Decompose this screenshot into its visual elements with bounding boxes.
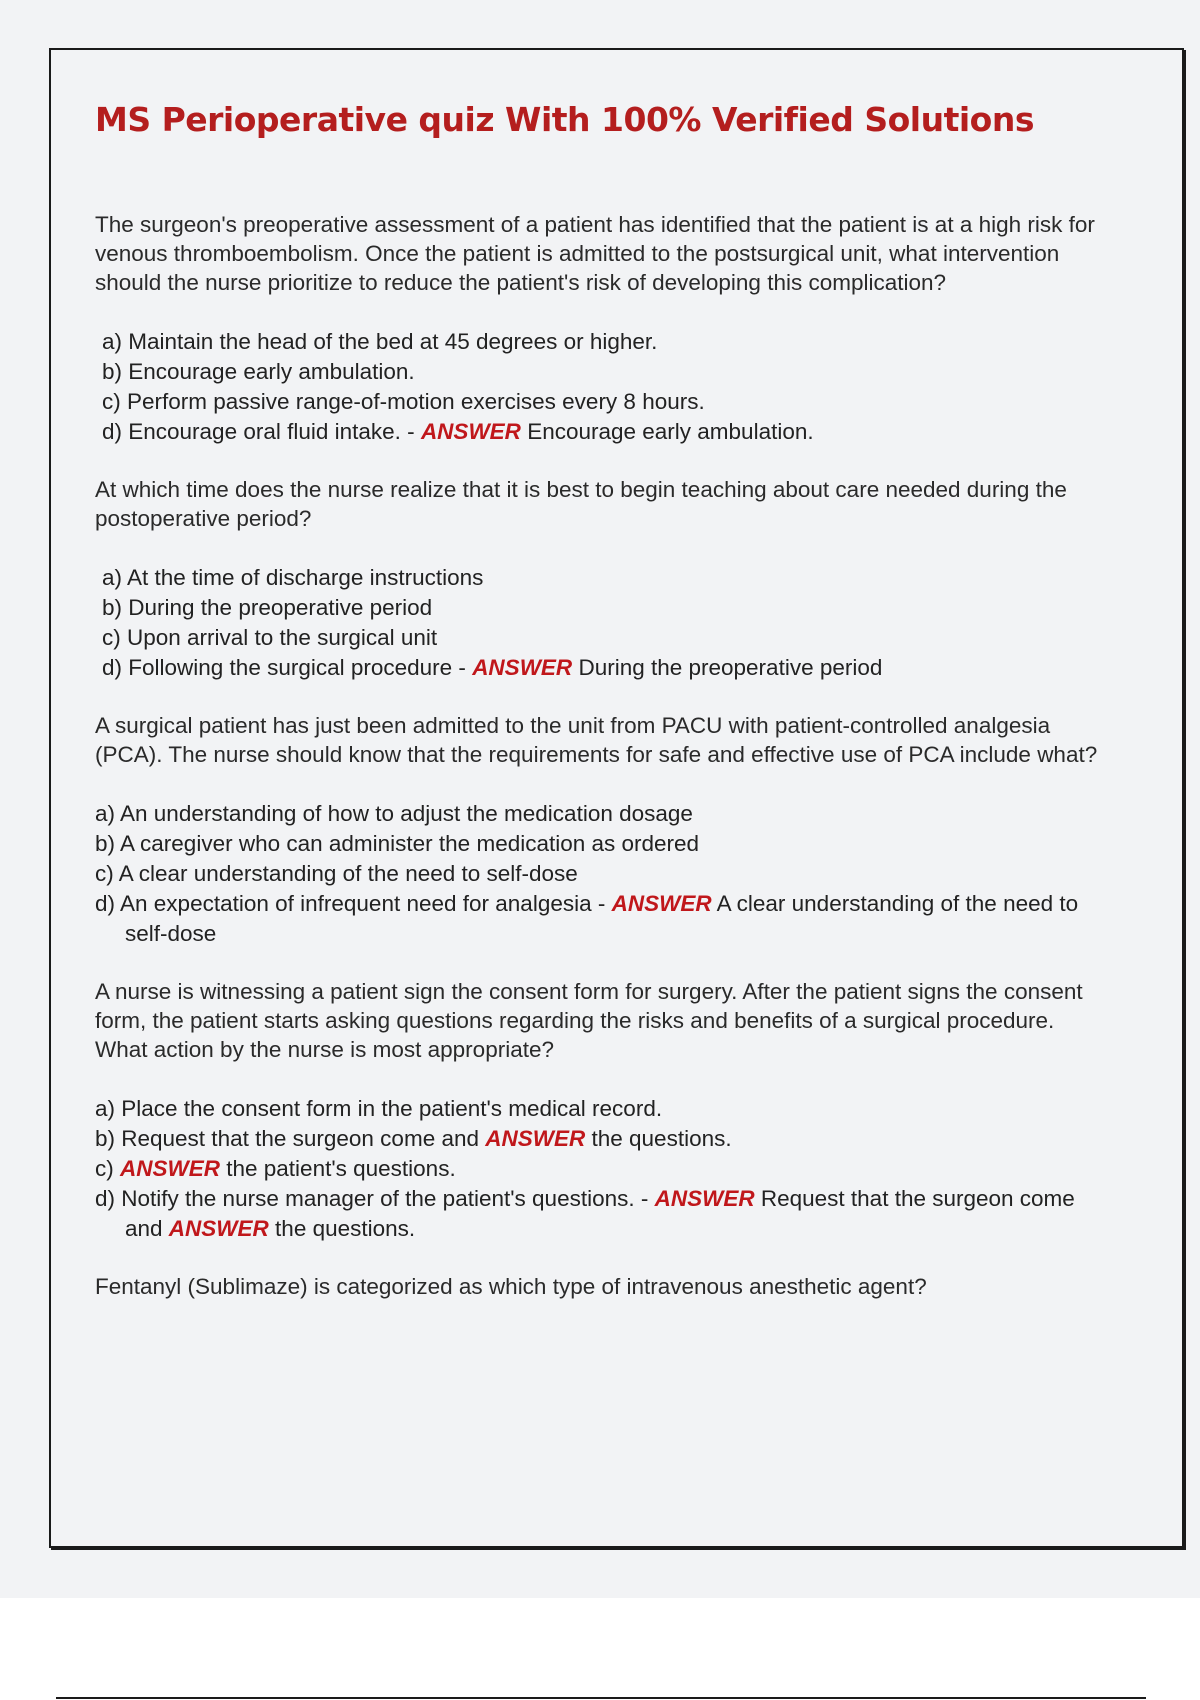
question-4-options xyxy=(95,1094,1105,1244)
option-c: c) Upon arrival to the surgical unit xyxy=(102,625,438,650)
option-b-text: b) Request that the surgeon come and xyxy=(95,1126,486,1151)
option-b: b) Encourage early ambulation. xyxy=(102,359,415,384)
question-5-text: Fentanyl (Sublimaze) is categorized as which type of intravenous anesthetic agent? xyxy=(95,1274,927,1299)
answer-keyword: ANSWER xyxy=(485,1126,586,1151)
document-body xyxy=(95,100,1105,1301)
answer-keyword: ANSWER xyxy=(472,655,573,680)
question-3-options xyxy=(95,799,1105,949)
option-d xyxy=(102,417,1105,447)
answer-text: Encourage early ambulation. xyxy=(520,419,814,444)
option-c-tail: the patient's questions. xyxy=(220,1156,456,1181)
answer-text: A clear understanding of the need to self-dose xyxy=(125,891,1079,946)
next-page-strip xyxy=(0,1598,1200,1700)
answer-keyword: ANSWER xyxy=(654,1186,755,1211)
option-b-tail: the questions. xyxy=(585,1126,732,1151)
option-b xyxy=(95,1124,1105,1154)
option-d-text: d) Encourage oral fluid intake. - xyxy=(102,419,421,444)
option-a: a) Place the consent form in the patient's medical record. xyxy=(95,1096,663,1121)
answer-text: Request that the surgeon come and xyxy=(125,1186,1075,1241)
next-page-rule xyxy=(56,1697,1146,1699)
option-a: a) Maintain the head of the bed at 45 degrees or higher. xyxy=(102,329,658,354)
option-d xyxy=(95,889,1105,949)
option-d-text: d) An expectation of infrequent need for analgesia - xyxy=(95,891,612,916)
answer-keyword: ANSWER xyxy=(420,419,521,444)
option-c: c) Perform passive range-of-motion exercises every 8 hours. xyxy=(102,389,705,414)
question-3-text: A surgical patient has just been admitted to the unit from PACU with patient-controlled analgesia (PCA). The nurse should know that the requirements for safe and effective use of PCA include what? xyxy=(95,713,1098,767)
answer-keyword: ANSWER xyxy=(168,1216,269,1241)
option-d-text: d) Following the surgical procedure - xyxy=(102,655,473,680)
answer-keyword: ANSWER xyxy=(120,1156,220,1181)
option-b: b) During the preoperative period xyxy=(102,595,433,620)
question-2-text: At which time does the nurse realize that it is best to begin teaching about care needed during the postoperative period? xyxy=(95,477,1067,531)
option-b: b) A caregiver who can administer the medication as ordered xyxy=(95,831,700,856)
option-a: a) At the time of discharge instructions xyxy=(102,565,484,590)
option-c: c) A clear understanding of the need to self-dose xyxy=(95,861,578,886)
question-1-text: The surgeon's preoperative assessment of a patient has identified that the patient is at a high risk for venous thromboembolism. Once the patient is admitted to the postsurgical unit, what intervention should the nurse prioritize to reduce the patient's risk of developing this complication? xyxy=(95,212,1095,295)
answer-text-tail: the questions. xyxy=(268,1216,416,1241)
option-d-text: d) Notify the nurse manager of the patient's questions. - xyxy=(95,1186,655,1211)
option-d xyxy=(95,1184,1105,1244)
question-4-text: A nurse is witnessing a patient sign the consent form for surgery. After the patient signs the consent form, the patient starts asking questions regarding the risks and benefits of a surgical procedure. What action by the nurse is most appropriate? xyxy=(95,979,1083,1062)
question-2-options xyxy=(95,563,1105,683)
option-a: a) An understanding of how to adjust the medication dosage xyxy=(95,801,693,826)
question-1-options xyxy=(95,327,1105,447)
answer-text: During the preoperative period xyxy=(572,655,883,680)
page-title: MS Perioperative quiz With 100% Verified Solutions xyxy=(95,100,1034,139)
option-c xyxy=(95,1154,1105,1184)
answer-keyword: ANSWER xyxy=(611,891,712,916)
option-d xyxy=(102,653,1105,683)
option-c-text: c) xyxy=(95,1156,120,1181)
